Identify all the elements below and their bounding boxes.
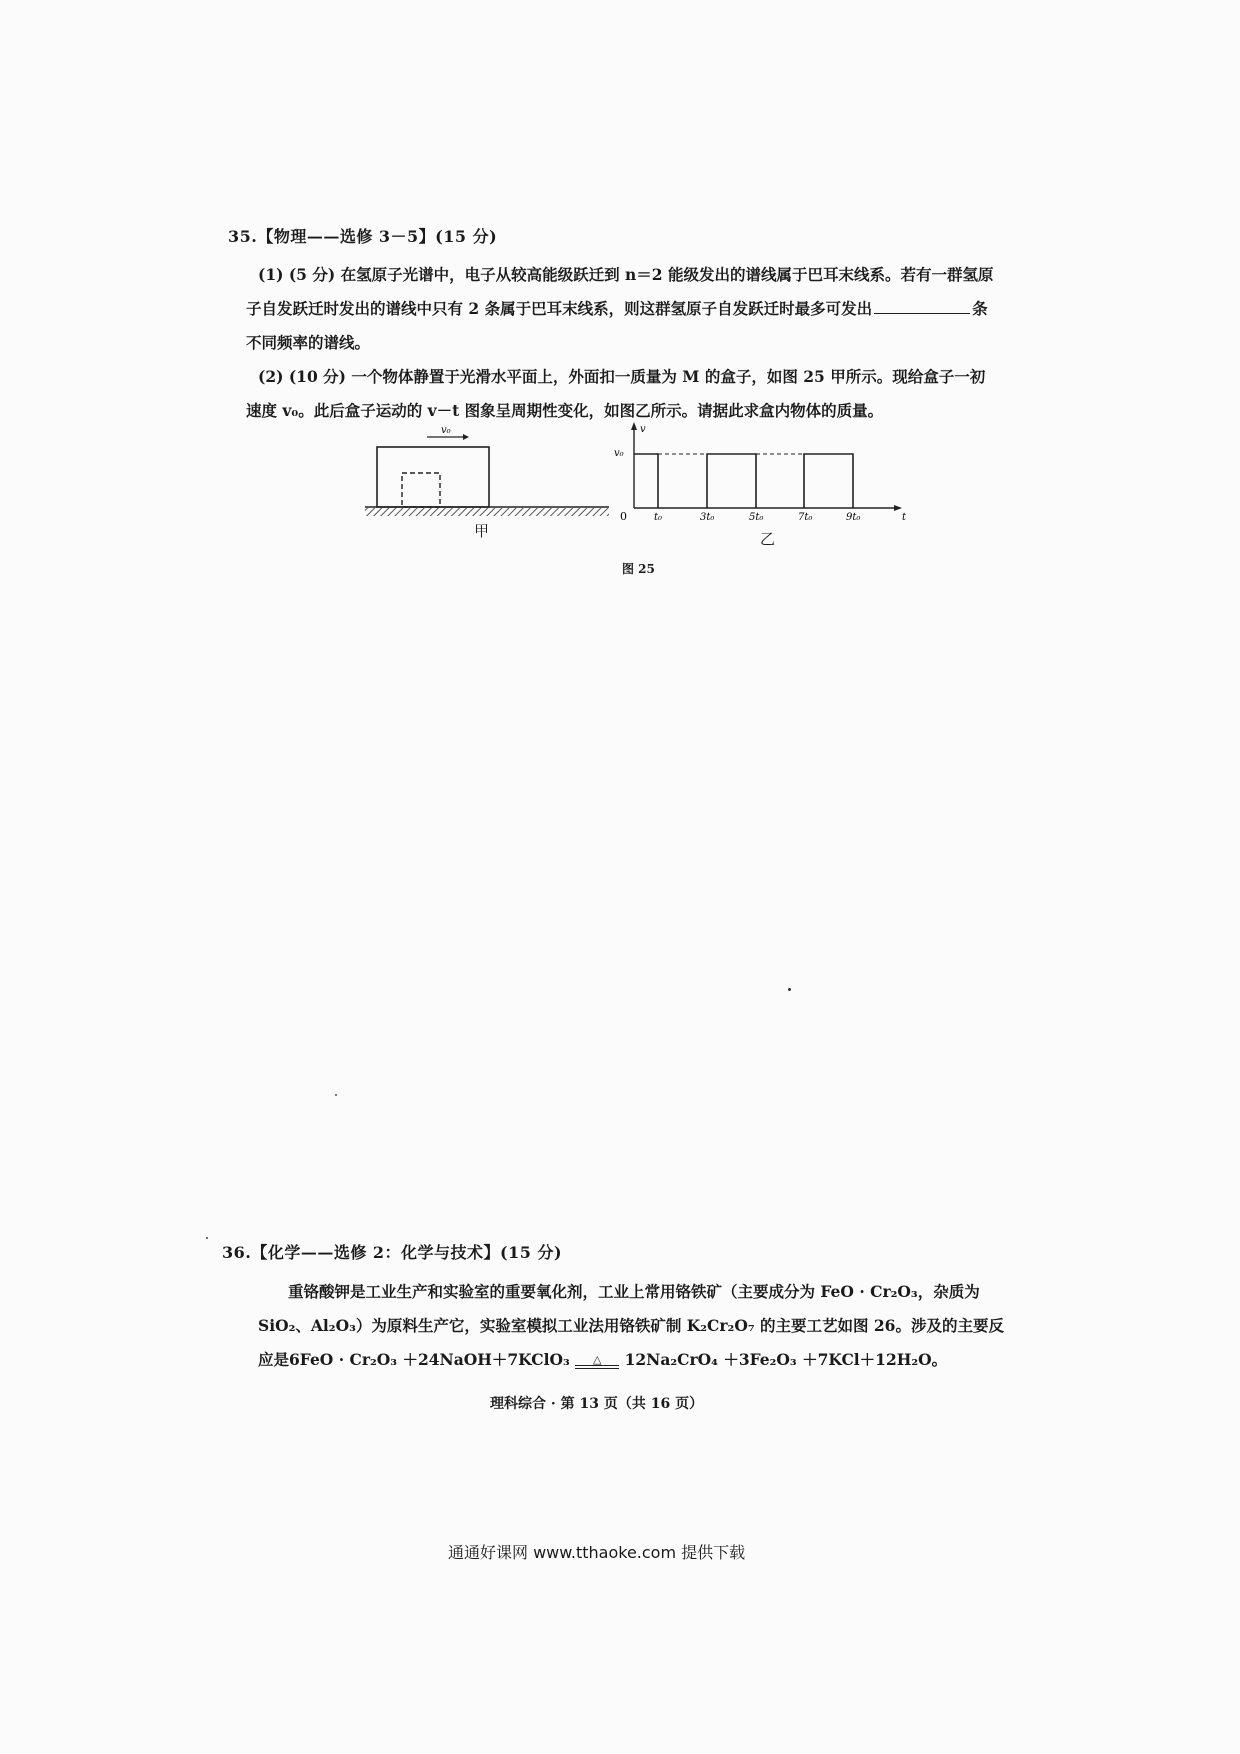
q36-line3 <box>258 1343 1058 1377</box>
figure-25-caption: 图 25 <box>622 562 655 576</box>
figure-jia-caption: 甲 <box>474 522 490 540</box>
vt-pulse-2 <box>707 454 756 508</box>
q35-part2-line1: (2) (10 分) 一个物体静置于光滑水平面上，外面扣一质量为 M 的盒子，如图 25 甲所示。现给盒子一初 <box>258 367 986 386</box>
q35-part2-line2: 速度 v₀。此后盒子运动的 v－t 图象呈周期性变化，如图乙所示。请据此求盒内物体的质量。 <box>246 401 884 420</box>
answer-blank <box>874 299 970 314</box>
q35-part1-line2-text: 子自发跃迁时发出的谱线中只有 2 条属于巴耳末线系，则这群氢原子自发跃迁时最多可发出 <box>246 299 873 318</box>
vt-pulse-3 <box>804 454 853 508</box>
vt-pulse-1 <box>634 454 658 508</box>
tick-7t0: 7t₀ <box>798 512 813 520</box>
q35-part1-line2-end: 条 <box>972 299 988 318</box>
q36-heading: 36.【化学——选修 2：化学与技术】(15 分) <box>222 1243 563 1262</box>
q36-equation-right: 12Na₂CrO₄ ＋3Fe₂O₃ ＋7KCl＋12H₂O。 <box>624 1350 948 1369</box>
t-axis-label: t <box>902 512 907 520</box>
q35-part1-line1: (1) (5 分) 在氢原子光谱中，电子从较高能级跃迁到 n＝2 能级发出的谱线属于巴耳末线系。若有一群氢原 <box>258 265 994 284</box>
tick-9t0: 9t₀ <box>846 512 861 520</box>
tick-3t0: 3t₀ <box>700 512 715 520</box>
scan-speck <box>788 988 791 991</box>
q35-part2 <box>246 360 1058 428</box>
q35-heading: 35.【物理——选修 3－5】(15 分) <box>228 227 498 246</box>
box-M <box>377 447 489 507</box>
figure-25-yi <box>610 420 910 520</box>
origin-label: 0 <box>620 510 627 520</box>
figure-yi-caption: 乙 <box>760 530 776 548</box>
scan-speck <box>335 1094 337 1096</box>
q35-part1-line3: 不同频率的谱线。 <box>246 333 371 352</box>
q35-part1-line2 <box>246 292 1058 326</box>
v-axis-label: v <box>640 424 646 435</box>
source-watermark: 通通好课网 www.tthaoke.com 提供下载 <box>448 1543 746 1562</box>
tick-t0: t₀ <box>654 512 663 520</box>
q35-part1 <box>246 258 1058 360</box>
ground-hatch <box>365 508 609 516</box>
equation-condition <box>575 1354 619 1369</box>
velocity-label: v₀ <box>441 425 451 436</box>
scan-speck <box>206 1237 208 1239</box>
page-footer: 理科综合 · 第 13 页（共 16 页） <box>490 1396 704 1412</box>
q36-line1: 重铬酸钾是工业生产和实验室的重要氧化剂，工业上常用铬铁矿（主要成分为 FeO · Cr₂O₃，杂质为 <box>288 1282 980 1301</box>
q36-equation-left: 应是6FeO · Cr₂O₃ ＋24NaOH＋7KClO₃ <box>258 1350 570 1369</box>
heat-symbol: △ <box>592 1352 602 1366</box>
inner-object <box>402 473 440 507</box>
q36-line2: SiO₂、Al₂O₃）为原料生产它，实验室模拟工业法用铬铁矿制 K₂Cr₂O₇ 的主要工艺如图 26。涉及的主要反 <box>258 1316 1004 1335</box>
tick-5t0: 5t₀ <box>749 512 764 520</box>
v0-tick-label: v₀ <box>614 448 624 459</box>
figure-25-jia <box>365 425 615 535</box>
q36-intro <box>258 1275 1058 1377</box>
